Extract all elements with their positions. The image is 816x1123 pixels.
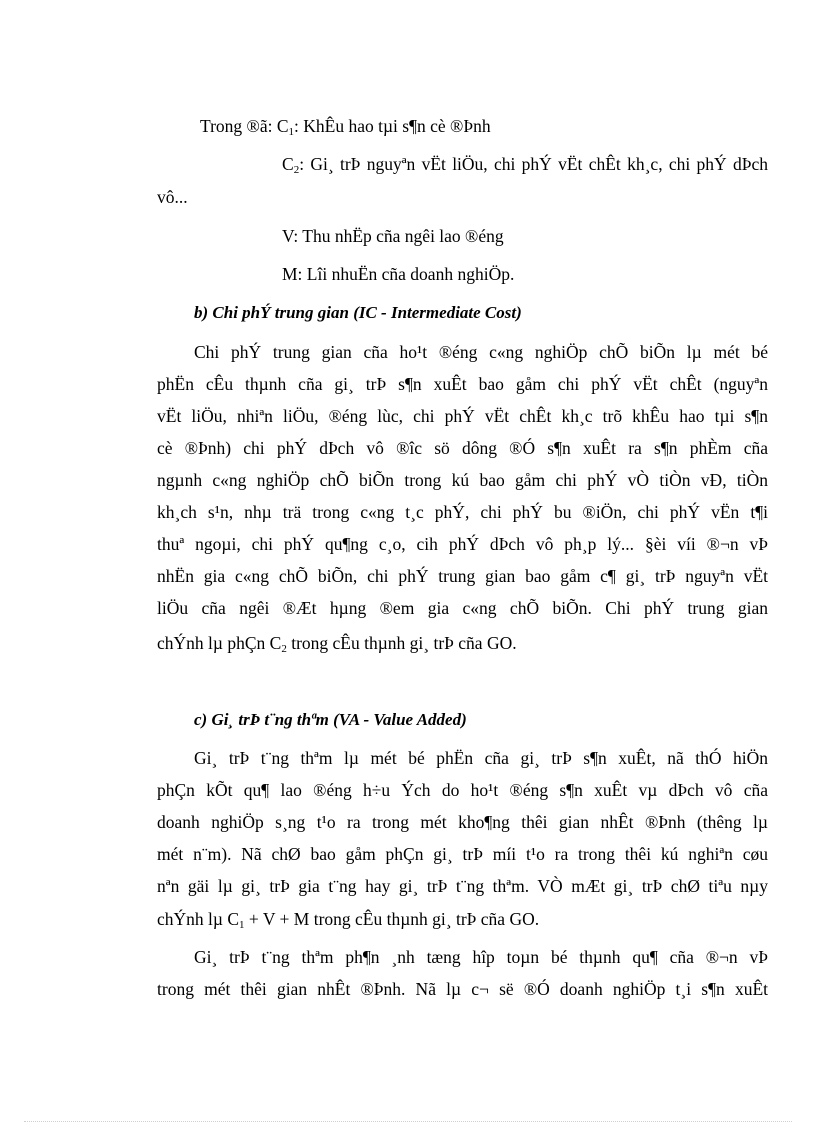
p2-line-4: mét n¨m). Nã chØ bao gåm phÇn gi¸ trÞ míi t¹o ra trong thêi kú nghiªn cøu [157, 844, 768, 864]
legend-c2: $C_2$: Gi¸ trÞ nguyªn vËt liÖu, chi phÝ vËt chÊt kh¸c, chi phÝ dÞch [282, 154, 768, 176]
p3-line-2: trong mét thêi gian nhÊt ®Þnh. Nã lµ c¬ së ®Ó doanh nghiÖp t¸i s¶n xuÊt [157, 979, 768, 999]
legend-v: V: Thu nhËp cña ngêi lao ®éng [282, 226, 504, 246]
p1-line-7: thuª ngoµi, chi phÝ qu¶ng c¸o, cih phÝ dÞch vô ph¸p lý... §èi víi ®¬n vÞ [157, 534, 768, 554]
p2-line-2: phÇn kÕt qu¶ lao ®éng h÷u Ých do ho¹t ®éng s¶n xuÊt vµ dÞch vô cña [157, 780, 768, 800]
p2-line-5: nªn gäi lµ gi¸ trÞ gia t¨ng hay gi¸ trÞ t¨ng thªm. VÒ mÆt gi¸ trÞ chØ tiªu nµy [157, 876, 768, 896]
legend-c2-cont: vô... [157, 187, 188, 207]
p2-line-1: Gi¸ trÞ t¨ng thªm lµ mét bé phËn cña gi¸ trÞ s¶n xuÊt, nã thÓ hiÖn [194, 748, 768, 768]
p1-line-3: vËt liÖu, nhiªn liÖu, ®éng lùc, chi phÝ vËt chÊt kh¸c trõ khÊu hao tµi s¶n [157, 406, 768, 426]
legend-c1: Trong ®ã: $C_1$: KhÊu hao tµi s¶n cè ®Þnh [200, 116, 491, 138]
p1-line-1: Chi phÝ trung gian cña ho¹t ®éng c«ng nghiÖp chÕ biÕn lµ mét bé [194, 342, 768, 362]
p3-line-1: Gi¸ trÞ t¨ng thªm ph¶n ¸nh tæng hîp toµn bé thµnh qu¶ cña ®¬n vÞ [194, 947, 768, 967]
p1-line-2: phËn cÊu thµnh cña gi¸ trÞ s¶n xuÊt bao gåm chi phÝ vËt chÊt (nguyªn [157, 374, 768, 394]
p1-line-4: cè ®Þnh) chi phÝ dÞch vô ®îc sö dông ®Ó s¶n xuÊt ra s¶n phÈm cña [157, 438, 768, 458]
p2-line-3: doanh nghiÖp s¸ng t¹o ra trong mét kho¶ng thêi gian nhÊt ®Þnh (thêng lµ [157, 812, 768, 832]
p2-line-6: chÝnh lµ $C_1 + V + M$ trong cÊu thµnh gi¸ trÞ cña GO. [157, 909, 540, 931]
p1-line-5: ngµnh c«ng nghiÖp chÕ biÕn trong kú bao gåm chi phÝ vÒ tiÒn vÐ, tiÒn [157, 470, 768, 490]
page-bottom-divider [24, 1121, 792, 1122]
p1-line-9: liÖu cña ngêi ®Æt hµng ®em gia c«ng chÕ biÕn. Chi phÝ trung gian [157, 598, 768, 618]
p1-line-10: chÝnh lµ phÇn $C_2$ trong cÊu thµnh gi¸ trÞ cña GO. [157, 633, 517, 655]
p1-line-8: nhËn gia c«ng chÕ biÕn, chi phÝ trung gian bao gåm c¶ gi¸ trÞ nguyªn vËt [157, 566, 768, 586]
p1-line-6: kh¸ch s¹n, nhµ trä trong c«ng t¸c phÝ, chi phÝ bu ®iÖn, chi phÝ vËn t¶i [157, 502, 768, 522]
heading-value-added: c) Gi¸ trÞ t¨ng thªm (VA - Value Added) [194, 710, 467, 729]
legend-m: M: Lîi nhuËn cña doanh nghiÖp. [282, 264, 515, 284]
heading-intermediate-cost: b) Chi phÝ trung gian (IC - Intermediate Cost) [194, 303, 522, 322]
